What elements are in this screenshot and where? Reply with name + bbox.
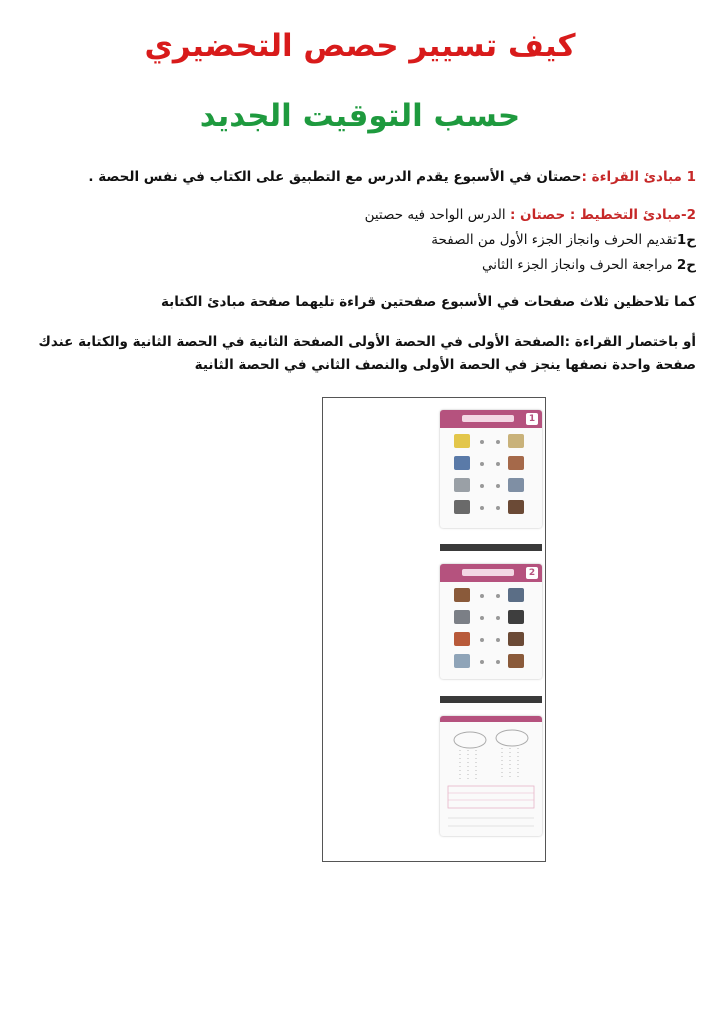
desk-icon [508, 654, 524, 668]
writing-label: 2-مبادئ التخطيط : حصتان : [509, 207, 696, 223]
session-1-label: ح1 [676, 232, 696, 248]
main-title: كيف تسيير حصص التحضيري [144, 28, 576, 64]
textbook-page-writing [440, 716, 542, 836]
textbook-page-1 [440, 410, 542, 528]
session-2-label: ح2 [676, 257, 696, 273]
summary-line-1: أو باختصار القراءة :الصفحة الأولى في الحصة الأولى الصفحة الثانية في الحصة الثانية والكتابة عندك [38, 334, 696, 350]
paragraph-writing [365, 204, 696, 227]
session-2-text: مراجعة الحرف وانجاز الجزء الثاني [482, 257, 677, 273]
textbook-page-2 [440, 564, 542, 679]
coat-icon [508, 632, 524, 646]
reading-label: 1 مبادئ القراءة : [581, 169, 696, 185]
table-icon [454, 588, 470, 602]
eraser-icon [508, 478, 524, 492]
writing-exercise-icon [440, 722, 542, 836]
phone-icon [508, 588, 524, 602]
page-2-number: 2 [526, 567, 538, 579]
pencil-icon [454, 434, 470, 448]
easel-icon [508, 456, 524, 470]
bag-icon [508, 500, 524, 514]
session-2 [482, 254, 696, 277]
scissors-icon [454, 500, 470, 514]
session-1-text: تقديم الحرف وانجاز الجزء الأول من الصفحة [431, 232, 677, 248]
page-separator [440, 696, 542, 703]
page-1-number: 1 [526, 413, 538, 425]
pen-icon [508, 434, 524, 448]
session-1 [431, 229, 696, 252]
door-icon [454, 610, 470, 624]
writing-text: الدرس الواحد فيه حصتين [364, 207, 510, 223]
shoe-icon [508, 610, 524, 624]
textbook-pages-figure [322, 397, 546, 862]
page-separator [440, 544, 542, 551]
summary-line-2: صفحة واحدة نصفها ينجز في الحصة الأولى والنصف الثاني في الحصة الثانية [194, 357, 696, 373]
subtitle: حسب التوقيت الجديد [199, 98, 521, 134]
reading-text: حصتان في الأسبوع يقدم الدرس مع التطبيق على الكتاب في نفس الحصة . [88, 169, 582, 185]
slipper-icon [454, 654, 470, 668]
paragraph-reading [88, 166, 696, 189]
paragraph-note: كما تلاحظين ثلاث صفحات في الأسبوع صفحتين قراءة تليهما صفحة مبادئ الكتابة [160, 294, 696, 310]
house-icon [454, 456, 470, 470]
knife-icon [454, 478, 470, 492]
robot-icon [454, 632, 470, 646]
